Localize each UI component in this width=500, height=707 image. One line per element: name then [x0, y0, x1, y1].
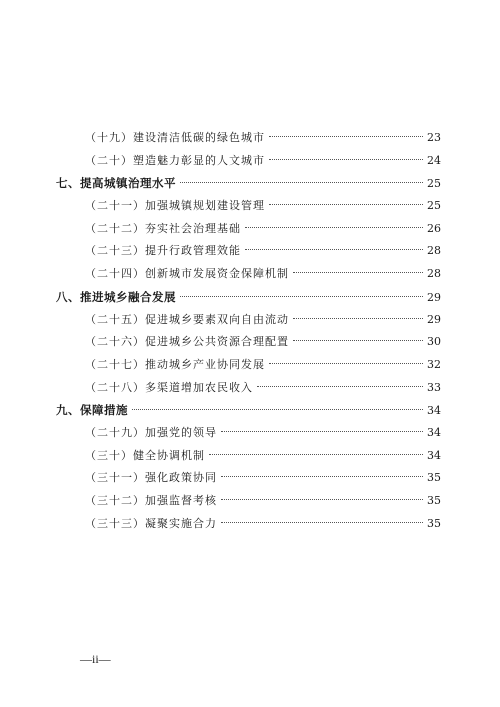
toc-page-number: 26: [427, 221, 441, 235]
toc-entry[interactable]: [56, 127, 441, 150]
toc-entry[interactable]: [56, 150, 441, 173]
toc-section-heading[interactable]: [56, 286, 441, 309]
toc-entry-label: （二十八）多渠道增加农民收入: [85, 380, 253, 394]
toc-page-number: 33: [427, 380, 441, 394]
toc-page-number: 35: [427, 494, 441, 507]
toc-section-label: 九、保障措施: [56, 403, 128, 418]
toc-page-number: 35: [427, 516, 441, 530]
dot-leader: [257, 386, 423, 387]
table-of-contents: [56, 127, 441, 535]
toc-entry-label: （二十一）加强城镇规划建设管理: [85, 199, 265, 213]
dot-leader: [180, 182, 423, 183]
dot-leader: [293, 272, 423, 273]
dot-leader: [209, 454, 423, 455]
toc-page-number: 35: [427, 471, 441, 485]
toc-entry-label: （三十二）加强监督考核: [85, 494, 217, 507]
toc-page-number: 32: [427, 357, 441, 371]
toc-entry[interactable]: [56, 422, 441, 445]
dot-leader: [180, 296, 423, 297]
toc-entry[interactable]: [56, 240, 441, 263]
toc-entry[interactable]: [56, 309, 441, 332]
toc-entry-label: （二十四）创新城市发展资金保障机制: [85, 267, 289, 281]
toc-page-number: 29: [427, 290, 441, 304]
toc-section-heading[interactable]: [56, 399, 441, 422]
page-footer-marker: —ii—: [80, 652, 111, 666]
dot-leader: [269, 363, 423, 364]
toc-entry-label: （三十）健全协调机制: [85, 448, 205, 462]
toc-entry[interactable]: [56, 331, 441, 354]
dot-leader: [221, 476, 423, 477]
toc-page-number: 29: [427, 312, 441, 326]
toc-entry-label: （二十五）促进城乡要素双向自由流动: [85, 312, 289, 326]
toc-page-number: 30: [427, 335, 441, 349]
toc-page-number: 34: [427, 425, 441, 439]
toc-page-number: 34: [427, 448, 441, 462]
toc-entry[interactable]: [56, 195, 441, 218]
dot-leader: [269, 159, 423, 160]
dot-leader: [269, 136, 423, 137]
dot-leader: [293, 318, 423, 319]
toc-entry-label: （二十七）推动城乡产业协同发展: [85, 357, 265, 371]
toc-entry-label: （二十三）提升行政管理效能: [85, 244, 241, 258]
dot-leader: [221, 499, 423, 500]
dot-leader: [245, 249, 423, 250]
toc-entry[interactable]: [56, 513, 441, 536]
toc-page-number: 23: [427, 131, 441, 144]
toc-page-number: 25: [427, 177, 441, 191]
toc-entry[interactable]: [56, 263, 441, 286]
toc-entry-label: （二十二）夯实社会治理基础: [85, 221, 241, 235]
toc-entry-label: （三十一）强化政策协同: [85, 471, 217, 485]
toc-entry[interactable]: [56, 377, 441, 400]
toc-page-number: 25: [427, 199, 441, 213]
toc-page-number: 34: [427, 404, 441, 418]
toc-section-label: 八、推进城乡融合发展: [56, 289, 176, 304]
toc-section-heading[interactable]: [56, 172, 441, 195]
dot-leader: [293, 340, 423, 341]
toc-page-number: 24: [427, 153, 441, 167]
toc-entry-label: （十九）建设清洁低碳的绿色城市: [85, 131, 265, 144]
toc-entry[interactable]: [56, 354, 441, 377]
dot-leader: [245, 227, 423, 228]
toc-entry[interactable]: [56, 467, 441, 490]
dot-leader: [221, 522, 423, 523]
toc-page-number: 28: [427, 267, 441, 281]
toc-entry-label: （二十）塑造魅力彰显的人文城市: [85, 153, 265, 167]
toc-section-label: 七、提高城镇治理水平: [56, 176, 176, 191]
toc-entry-label: （三十三）凝聚实施合力: [85, 516, 217, 530]
toc-page-number: 28: [427, 244, 441, 258]
toc-entry[interactable]: [56, 445, 441, 468]
dot-leader: [269, 204, 423, 205]
toc-entry[interactable]: [56, 490, 441, 513]
dot-leader: [221, 431, 423, 432]
dot-leader: [132, 409, 423, 410]
toc-entry-label: （二十九）加强党的领导: [85, 425, 217, 439]
toc-entry-label: （二十六）促进城乡公共资源合理配置: [85, 335, 289, 349]
toc-entry[interactable]: [56, 218, 441, 241]
